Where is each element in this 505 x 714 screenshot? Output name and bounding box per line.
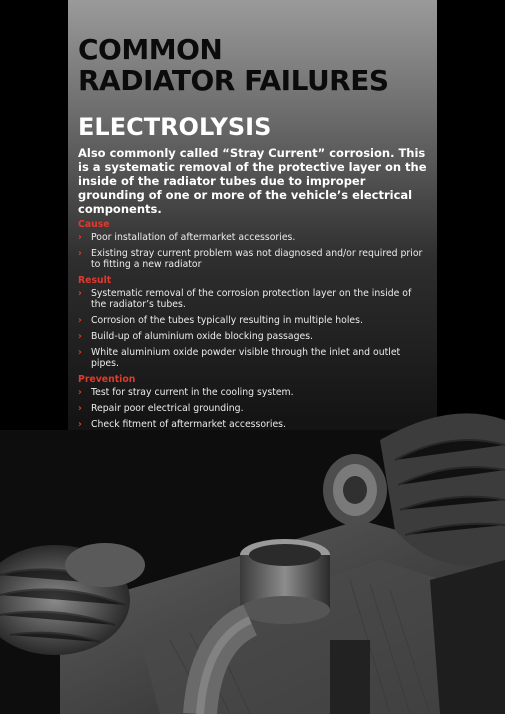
- section-title: ELECTROLYSIS: [78, 113, 272, 141]
- prevention-list: [78, 387, 428, 430]
- list-item: › White aluminium oxide powder visible through the inlet and outlet pipes.: [78, 347, 401, 369]
- title-line-1: COMMON: [78, 33, 223, 66]
- intro-paragraph: Also commonly called “Stray Current” corrosion. This is a systematic removal of the protective layer on the inside of the radiator tubes due to improper grounding of one or more of the vehicle’s electrical components.: [78, 146, 427, 216]
- chevron-right-icon: ›: [78, 403, 82, 414]
- list-item: › Repair poor electrical grounding.: [78, 403, 244, 414]
- chevron-right-icon: ›: [78, 288, 82, 299]
- cause-list: [78, 232, 428, 270]
- prevention-heading: Prevention: [78, 374, 136, 385]
- list-item: › Poor installation of aftermarket accessories.: [78, 232, 296, 243]
- list-item: › Systematic removal of the corrosion protection layer on the inside of the radiator’s tubes.: [78, 288, 412, 310]
- article: [78, 34, 428, 435]
- result-heading: Result: [78, 275, 112, 286]
- list-item: › Corrosion of the tubes typically resulting in multiple holes.: [78, 315, 363, 326]
- chevron-right-icon: ›: [78, 315, 82, 326]
- cause-heading: Cause: [78, 219, 110, 230]
- result-list: [78, 288, 428, 369]
- list-item: › Check fitment of aftermarket accessories.: [78, 419, 286, 430]
- page-title: [78, 34, 428, 96]
- list-item: › Test for stray current in the cooling system.: [78, 387, 294, 398]
- chevron-right-icon: ›: [78, 419, 82, 430]
- chevron-right-icon: ›: [78, 387, 82, 398]
- chevron-right-icon: ›: [78, 248, 82, 259]
- chevron-right-icon: ›: [78, 347, 82, 358]
- chevron-right-icon: ›: [78, 331, 82, 342]
- list-item: › Build-up of aluminium oxide blocking passages.: [78, 331, 314, 342]
- list-item: › Existing stray current problem was not diagnosed and/or required prior to fitting a new radiator: [78, 248, 423, 270]
- title-line-2: RADIATOR FAILURES: [78, 64, 389, 97]
- chevron-right-icon: ›: [78, 232, 82, 243]
